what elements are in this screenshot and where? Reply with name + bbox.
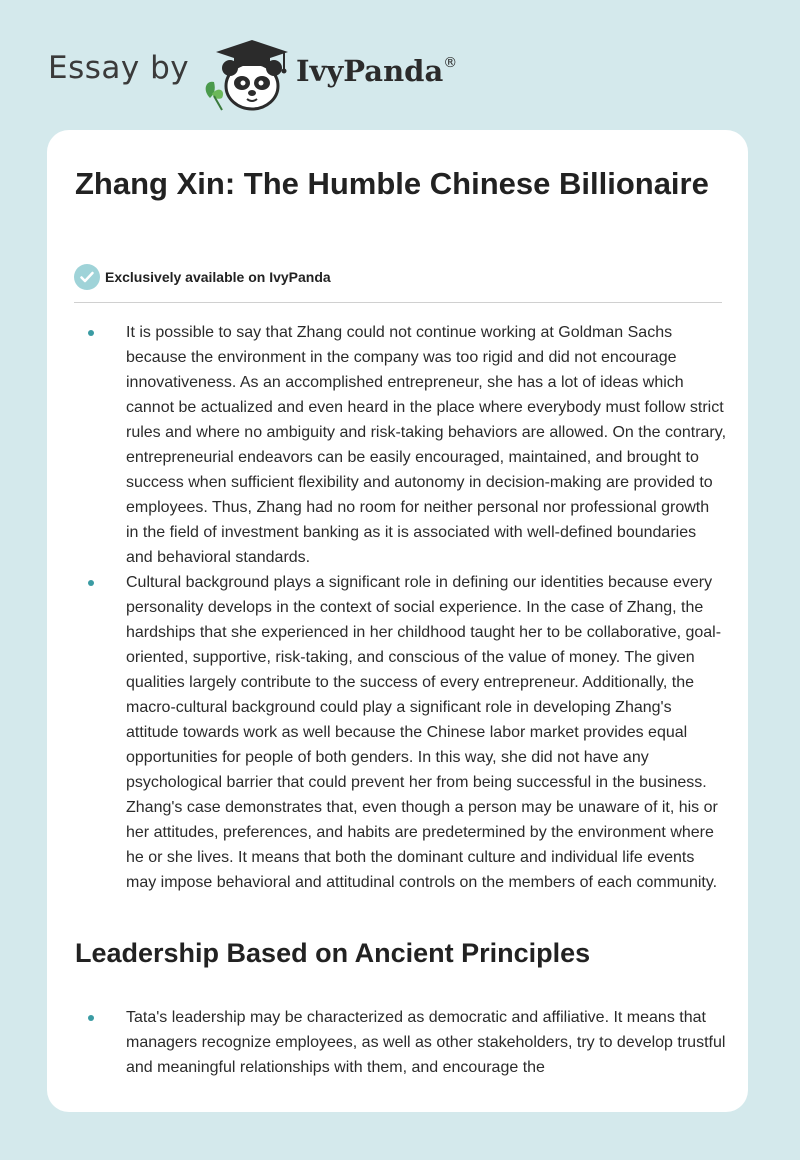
ivypanda-logo-icon[interactable] (200, 36, 292, 112)
list-item (47, 320, 726, 570)
list-item-text: Tata's leadership may be characterized as democratic and affiliative. It means that managers recognize employees, as well as other stakeholders, try to develop trustful and meaningful relationships with them, and encourage the (126, 1009, 726, 1076)
article-card (47, 130, 748, 1112)
brand-name-text: IvyPanda (296, 54, 444, 88)
bullet-dot-icon (88, 580, 94, 586)
site-header (0, 0, 800, 120)
section-bullet-list (47, 1005, 748, 1080)
list-item-text: It is possible to say that Zhang could not continue working at Goldman Sachs because the environment in the company was too rigid and did not encourage innovativeness. As an accomplished entrepreneur, she has a lot of ideas which cannot be actualized and even heard in the place where everybody must follow strict rules and where no ambiguity and risk-taking behaviors are allowed. On the contrary, entrepreneurial endeavors can be easily encouraged, maintained, and brought to success when sufficient flexibility and autonomy in decision-making are provided to employees. Thus, Zhang had no room for neither personal nor professional growth in the field of investment banking as it is associated with well-defined boundaries and behavioral standards. (126, 324, 727, 566)
exclusive-label: Exclusively available on IvyPanda (105, 269, 331, 285)
bullet-dot-icon (88, 1015, 94, 1021)
brand-name[interactable] (296, 54, 457, 88)
section-heading: Leadership Based on Ancient Principles (75, 938, 591, 968)
article-title: Zhang Xin: The Humble Chinese Billionaire (75, 166, 709, 201)
exclusive-badge (74, 264, 331, 290)
registered-mark: ® (443, 55, 458, 71)
bullet-dot-icon (88, 330, 94, 336)
check-circle-icon (74, 264, 100, 290)
list-item-text: Cultural background plays a significant role in defining our identities because every personality develops in the context of social experience. In the case of Zhang, the hardships that she experienced in her childhood taught her to be collaborative, goal-oriented, supportive, risk-taking, and conscious of the value of money. The given qualities largely contribute to the success of every entrepreneur. Additionally, the macro-cultural background could play a significant role in developing Zhang's attitude towards work as well because the Chinese labor market provides equal opportunities for people of both genders. In this way, she did not have any psychological barrier that could prevent her from being successful in the business. Zhang's case demonstrates that, even though a person may be unaware of it, his or her attitudes, preferences, and habits are predetermined by the environment where he or she lives. It means that both the dominant culture and individual life events may impose behavioral and attitudinal controls on the members of each community. (126, 574, 722, 891)
list-item (47, 1005, 726, 1080)
divider (74, 302, 722, 303)
essay-by-label: Essay by (48, 50, 190, 86)
bullet-list (47, 320, 748, 895)
list-item (47, 570, 726, 895)
